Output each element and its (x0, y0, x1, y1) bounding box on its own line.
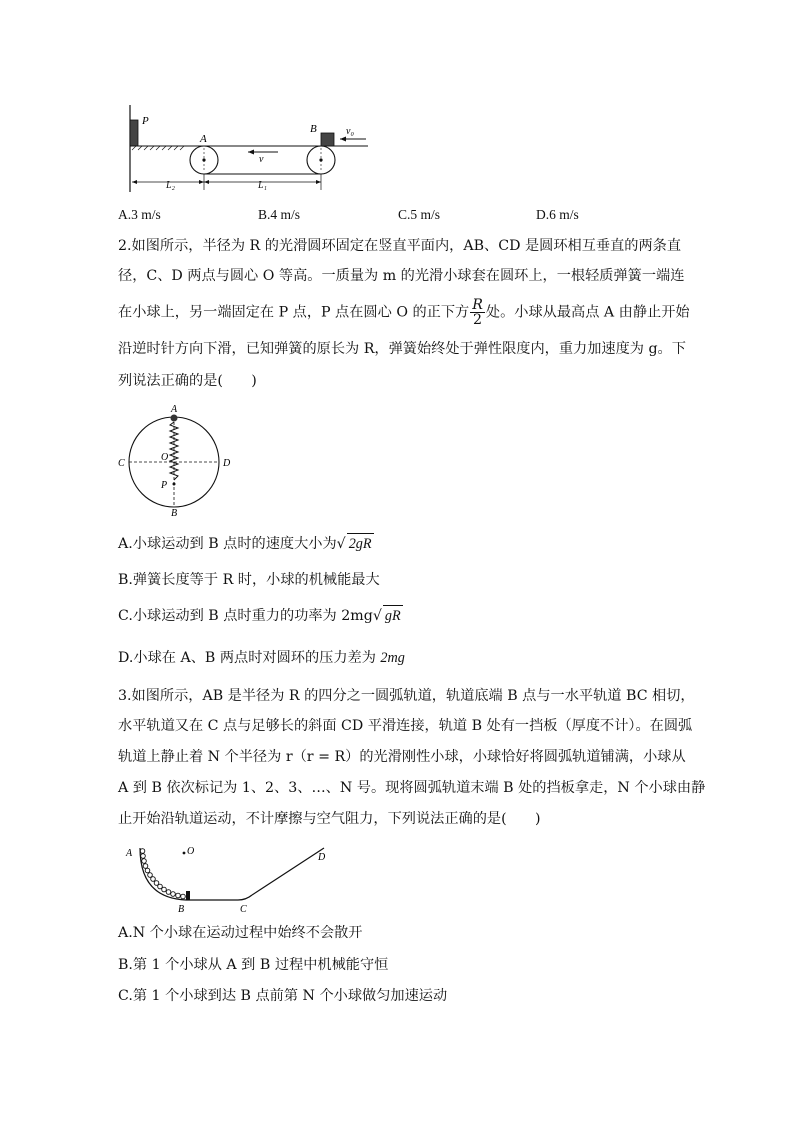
fig1-label-b: B (310, 123, 317, 135)
fig1-label-a: A (200, 133, 207, 145)
q2-fraction (470, 298, 485, 327)
fig1-label-v: v (259, 154, 264, 165)
fig2-label-o: O (161, 452, 169, 463)
track-figure (118, 840, 348, 918)
q2-option-d-math: 2mg (380, 650, 405, 666)
fig1-label-v0: v₀ (346, 126, 354, 137)
q1-option-d[interactable]: D.6 m/s (536, 207, 579, 222)
fig3-label-o: O (187, 846, 195, 857)
ball-chain (140, 849, 185, 899)
fig3-label-a: A (126, 848, 133, 859)
q2-option-c[interactable]: C.小球运动到 B 点时重力的功率为 2mg√ gR (118, 605, 688, 626)
q1-option-b[interactable]: B.4 m/s (258, 207, 301, 222)
q2-line-4: 沿逆时针方向下滑，已知弹簧的原长为 R，弹簧始终处于弹性限度内，重力加速度为 g。下 (118, 341, 686, 357)
fig3-label-b: B (178, 904, 185, 915)
q2-option-b[interactable]: B.弹簧长度等于 R 时，小球的机械能最大 (118, 572, 380, 588)
q2-option-a[interactable]: A.小球运动到 B 点时的速度大小为√ 2gR (118, 533, 688, 554)
q1-option-a[interactable]: A.3 m/s (118, 207, 161, 222)
fig3-label-c: C (240, 904, 247, 915)
fig2-label-a: A (171, 404, 178, 415)
fig2-label-p: P (161, 480, 168, 491)
q2-option-d[interactable] (118, 648, 688, 668)
fig1-label-l2: L₂ (166, 180, 176, 191)
q2-option-a-math: 2gR (347, 533, 374, 554)
fig1-label-l1: L₁ (258, 180, 268, 191)
fig3-label-d: D (318, 852, 326, 863)
fig1-label-p: P (142, 115, 149, 127)
fig2-label-b: B (171, 508, 178, 516)
q3-line-4: A 到 B 依次标记为 1、2、3、…、N 号。现将圆弧轨道末端 B 处的挡板拿走，N 个小球由静 (118, 780, 706, 796)
q3-line-3: 轨道上静止着 N 个半径为 r（r = R）的光滑刚性小球，小球恰好将圆弧轨道铺满，小球从 (118, 749, 686, 765)
q2-line-5: 列说法正确的是( ) (118, 373, 257, 389)
q3-option-c[interactable]: C.第 1 个小球到达 B 点前第 N 个小球做匀加速运动 (118, 988, 448, 1004)
q2-line-1: 2.如图所示，半径为 R 的光滑圆环固定在竖直平面内，AB、CD 是圆环相互垂直的两条直 (118, 238, 682, 254)
q2-line-2: 径，C、D 两点与圆心 O 等高。一质量为 m 的光滑小球套在圆环上，一根轻质弹簧一端连 (118, 268, 685, 284)
fig2-label-d: D (223, 458, 231, 469)
q3-option-b[interactable]: B.第 1 个小球从 A 到 B 过程中机械能守恒 (118, 957, 389, 973)
q2-line-3b: 处。小球从最高点 A 由静止开始 (485, 304, 690, 321)
q2-option-a-text: A.小球运动到 B 点时的速度大小为 (118, 536, 337, 552)
q2-fraction-numerator: R (472, 297, 483, 313)
conveyor-figure (118, 100, 378, 192)
ring-figure (116, 400, 236, 516)
q3-option-a[interactable]: A.N 个小球在运动过程中始终不会散开 (118, 925, 363, 941)
q2-option-c-text: C.小球运动到 B 点时重力的功率为 2mg (118, 608, 373, 624)
q1-option-c[interactable]: C.5 m/s (398, 207, 441, 222)
q2-fraction-denominator: 2 (473, 312, 483, 328)
fig2-label-c: C (118, 458, 125, 469)
q2-line-3a: 在小球上，另一端固定在 P 点，P 点在圆心 O 的正下方 (118, 304, 470, 321)
q2-line-3 (118, 298, 688, 327)
q3-line-1: 3.如图所示，AB 是半径为 R 的四分之一圆弧轨道，轨道底端 B 点与一水平轨道 BC 相切， (118, 688, 695, 704)
q2-option-d-text: D.小球在 A、B 两点时对圆环的压力差为 (118, 650, 381, 666)
q2-option-c-math: gR (383, 605, 403, 626)
q3-line-5: 止开始沿轨道运动，不计摩擦与空气阻力，下列说法正确的是( ) (118, 811, 541, 827)
q3-line-2: 水平轨道又在 C 点与足够长的斜面 CD 平滑连接，轨道 B 处有一挡板（厚度不计）。在圆弧 (118, 718, 693, 734)
